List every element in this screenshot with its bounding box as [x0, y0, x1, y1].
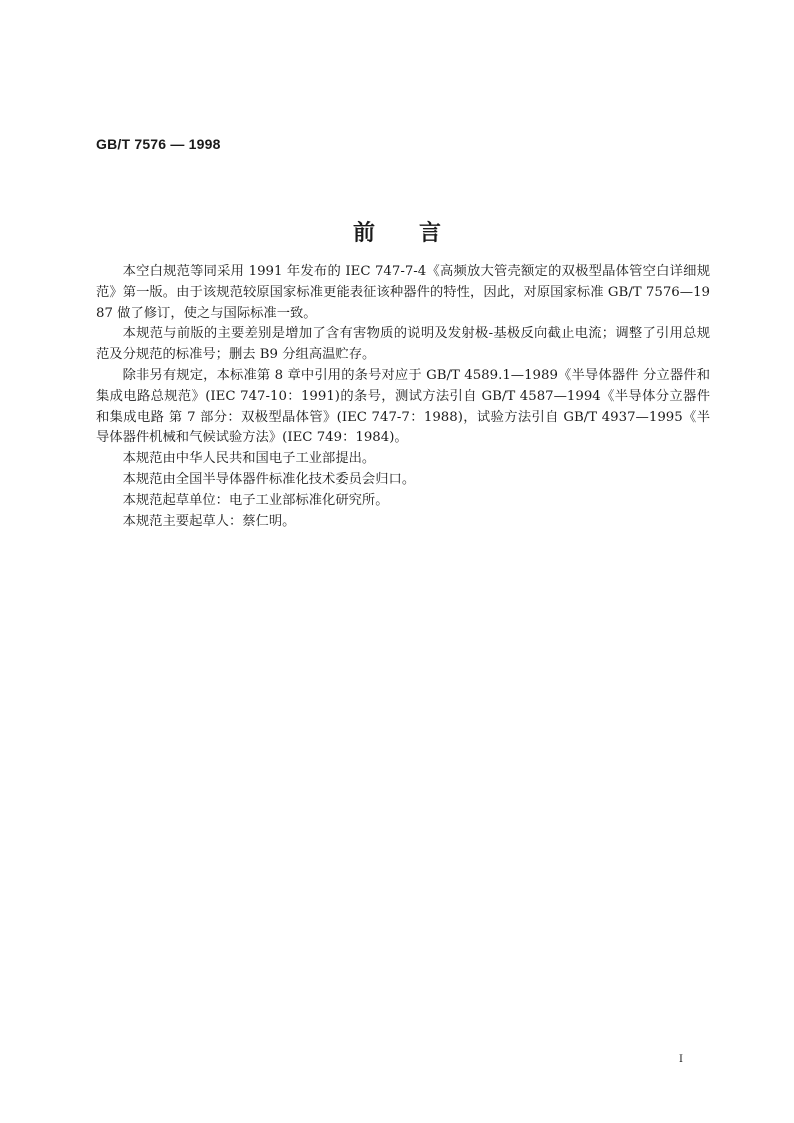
paragraph-proposer: 本规范由中华人民共和国电子工业部提出。: [122, 451, 376, 467]
paragraph-adoption: 本空白规范等同采用 1991 年发布的 IEC 747-7-4《高频放大管壳额定的双极型晶体管空白详细规范》第一版。由于该规范较原国家标准更能表征该种器件的特性，因此，对原国家标准 GB/T 7576—1987 做了修订，使之与国际标准一致。: [96, 264, 710, 321]
standard-code: GB/T 7576 — 1998: [96, 136, 221, 152]
foreword-body: [96, 262, 710, 532]
paragraph-differences: 本规范与前版的主要差别是增加了含有害物质的说明及发射极-基极反向截止电流；调整了引用总规范及分规范的标准号；删去 B9 分组高温贮存。: [96, 326, 710, 363]
page-title: 前言: [352, 221, 485, 246]
page-number: I: [679, 1054, 683, 1065]
paragraph-drafter: 本规范主要起草人：蔡仁明。: [122, 513, 296, 529]
paragraph-references: 除非另有规定，本标准第 8 章中引用的条号对应于 GB/T 4589.1—1989《半导体器件 分立器件和集成电路总规范》(IEC 747-10：1991)的条号，测试方法引自 GB/T 4587—1994《半导体分立器件和集成电路 第 7 部分：双极型晶体管》(IEC 747-7：1988)，试验方法引自 GB/T 4937—1995《半导体器件机械和气候试验方法》(IEC 749：1984)。: [96, 367, 710, 446]
paragraph-committee: 本规范由全国半导体器件标准化技术委员会归口。: [122, 471, 416, 487]
paragraph-drafting-unit: 本规范起草单位：电子工业部标准化研究所。: [122, 492, 389, 508]
